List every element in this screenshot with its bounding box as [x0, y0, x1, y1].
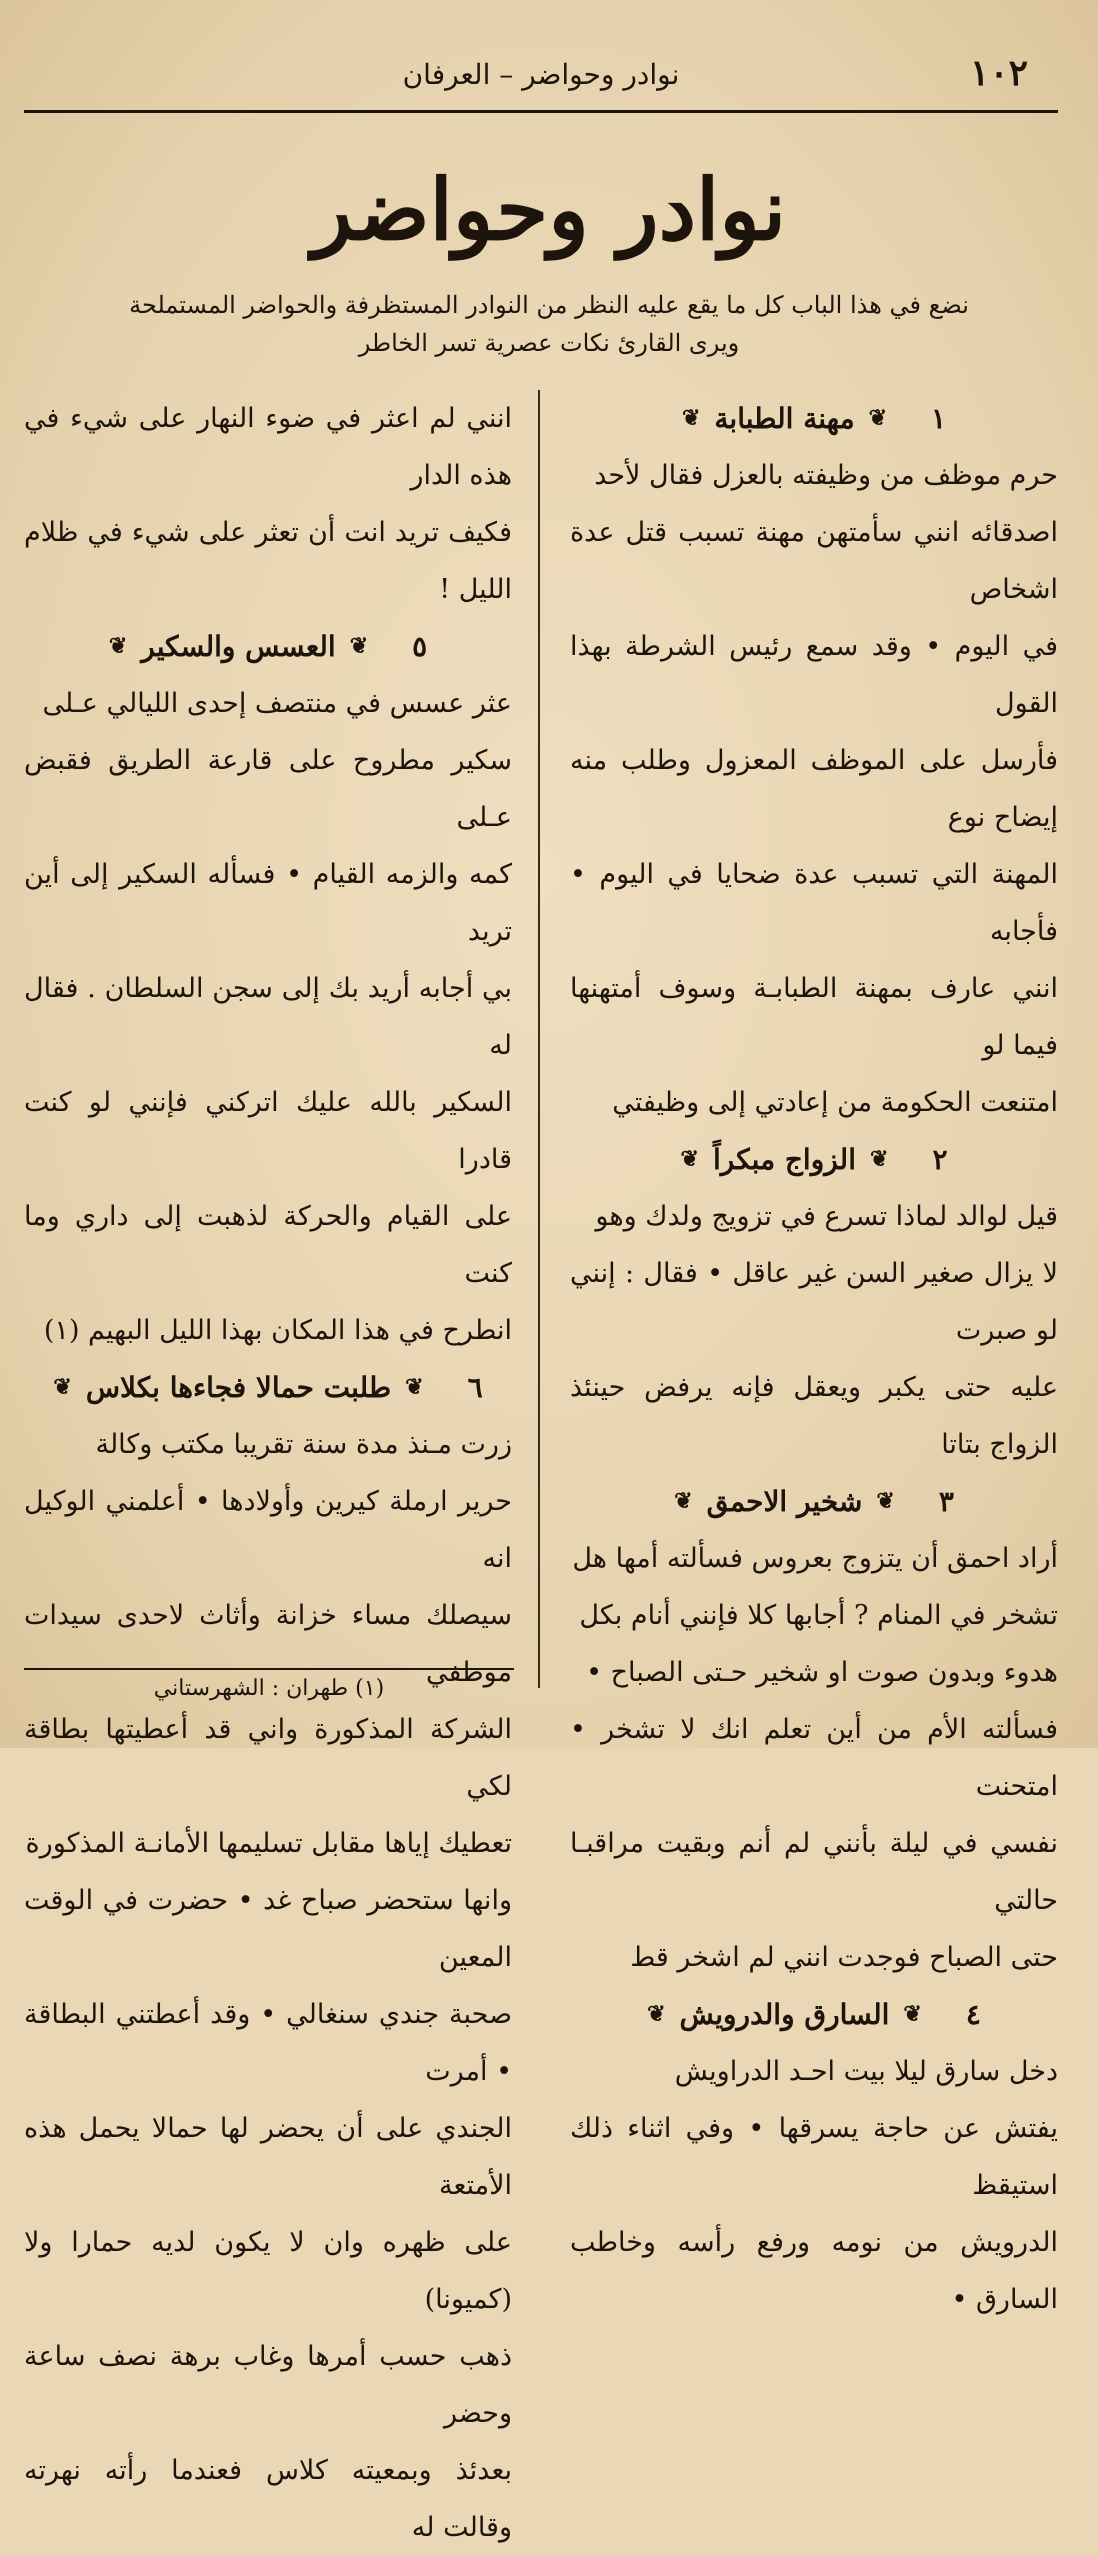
article-columns — [24, 390, 1058, 2543]
text-line: ذهب حسب أمرها وغاب برهة نصف ساعة وحضر — [24, 2341, 512, 2429]
text-line: في اليوم • وقد سمع رئيس الشرطة بهذا القول — [570, 631, 1058, 719]
section-heading — [570, 1131, 1058, 1188]
text-line: الدرويش من نومه ورفع رأسه وخاطب السارق • — [570, 2227, 1058, 2315]
text-line: أراد احمق أن يتزوج بعروس فسألته أمها هل — [572, 1543, 1058, 1574]
section-heading-title: شخير الاحمق — [706, 1485, 863, 1518]
section-heading — [570, 390, 1058, 447]
section-number: ٢ — [932, 1143, 948, 1176]
ornament-icon: ❦ — [53, 1374, 72, 1400]
text-line: صحبة جندي سنغالي • وقد أعطتني البطاقة • أمرت — [24, 1999, 512, 2087]
ornament-icon: ❦ — [349, 633, 369, 659]
header-rule — [24, 110, 1058, 113]
text-line: قيل لوالد لماذا تسرع في تزويج ولدك وهو — [595, 1201, 1058, 1232]
text-line: كمه والزمه القيام • فسأله السكير إلى أين تريد — [24, 859, 512, 947]
section-number: ١ — [931, 402, 947, 435]
column-divider — [538, 390, 540, 1688]
section-heading-title: مهنة الطبابة — [714, 402, 855, 435]
text-line: يفتش عن حاجة يسرقها • وفي اثناء ذلك استيقظ — [570, 2113, 1058, 2201]
intro-line: نضع في هذا الباب كل ما يقع عليه النظر من النوادر المستظرفة والحواضر المستملحة — [129, 291, 969, 319]
text-line: انني عارف بمهنة الطبابـة وسوف أمتهنها فيما لو — [570, 973, 1058, 1061]
section-heading-title: طلبت حمالا فجاءها بكلاس — [85, 1371, 392, 1404]
section-number: ٥ — [412, 630, 428, 663]
footnote-rule — [24, 1668, 514, 1670]
text-line: فكيف تريد انت أن تعثر على شيء في ظلام الليل ! — [24, 517, 512, 605]
section-heading-title: الزواج مبكراً — [712, 1143, 856, 1176]
ornament-icon: ❦ — [681, 405, 701, 431]
text-line: السكير بالله عليك اتركني فإنني لو كنت قادرا — [24, 1087, 512, 1175]
text-line: فأرسل على الموظف المعزول وطلب منه إيضاح نوع — [570, 745, 1058, 833]
text-line: فسألته الأم من أين تعلم انك لا تشخر • امتحنت — [570, 1714, 1058, 1802]
ornament-icon: ❦ — [876, 1488, 895, 1514]
text-line: عليه حتى يكبر ويعقل فإنه يرفض حينئذ الزواج بتاتا — [570, 1372, 1058, 1460]
text-line: تشخر في المنام ? أجابها كلا فإنني أنام بكل — [579, 1600, 1058, 1631]
ornament-icon: ❦ — [647, 2001, 666, 2027]
text-line: امتنعت الحكومة من إعادتي إلى وظيفتي — [612, 1087, 1058, 1118]
text-line: على ظهره وان لا يكون لديه حمارا ولا (كميونا) — [24, 2227, 512, 2315]
section-number: ٣ — [938, 1485, 954, 1518]
ornament-icon: ❦ — [405, 1374, 424, 1400]
text-line: الجندي على أن يحضر لها حمالا يحمل هذه الأمتعة — [24, 2113, 512, 2201]
text-line: حتى الصباح فوجدت انني لم اشخر قط — [630, 1942, 1058, 1973]
running-title: نوادر وحواضر – العرفان — [402, 58, 680, 91]
text-line: انطرح في هذا المكان بهذا الليل البهيم (١) — [43, 1315, 512, 1346]
text-line: الشركة المذكورة واني قد أعطيتها بطاقة لكي — [24, 1714, 512, 1802]
ornament-icon: ❦ — [680, 1146, 699, 1172]
section-title: نوادر وحواضر — [311, 160, 787, 259]
text-line: لا يزال صغير السن غير عاقل • فقال : إنني لو صبرت — [570, 1258, 1058, 1346]
text-line: سيصلك مساء خزانة وأثاث لاحدى سيدات موظفي — [24, 1600, 512, 1688]
text-line: بي أجابه أريد بك إلى سجن السلطان . فقال له — [24, 973, 512, 1061]
text-line: حرم موظف من وظيفته بالعزل فقال لأحد — [594, 460, 1058, 491]
text-line: المهنة التي تسبب عدة ضحايا في اليوم • فأجابه — [570, 859, 1058, 947]
text-line: انني لم اعثر في ضوء النهار على شيء في هذه الدار — [24, 403, 512, 491]
ornament-icon: ❦ — [870, 1146, 889, 1172]
text-line: بعدئذ وبمعيته كلاس فعندما رأته نهرته وقالت له — [24, 2455, 512, 2543]
text-line: اصدقائه انني سأمتهن مهنة تسبب قتل عدة اشخاص — [570, 517, 1058, 605]
running-header — [24, 52, 1058, 98]
text-line: نفسي في ليلة بأنني لم أنم وبقيت مراقبـا حالتي — [570, 1828, 1058, 1916]
text-line: هدوء وبدون صوت او شخير حـتى الصباح • — [586, 1657, 1058, 1688]
section-heading-title: العسس والسكير — [141, 630, 336, 663]
intro-text — [80, 286, 1018, 362]
text-line: وانها ستحضر صباح غد • حضرت في الوقت المعين — [24, 1885, 512, 1973]
ornament-icon: ❦ — [868, 405, 888, 431]
right-column — [570, 390, 1058, 2328]
text-line: سكير مطروح على قارعة الطريق فقبض عـلى — [24, 745, 512, 833]
section-heading — [24, 1359, 512, 1416]
page-number: ١٠٢ — [969, 52, 1028, 94]
section-heading — [570, 1986, 1058, 2043]
text-line: زرت مـنذ مدة سنة تقريبا مكتب وكالة — [95, 1429, 512, 1460]
intro-line: ويرى القارئ نكات عصرية تسر الخاطر — [358, 329, 740, 357]
text-line: عثر عسس في منتصف إحدى الليالي عـلى — [42, 688, 512, 719]
text-line: دخل سارق ليلا بيت احـد الدراويش — [674, 2056, 1058, 2087]
ornament-icon: ❦ — [674, 1488, 693, 1514]
text-line: على القيام والحركة لذهبت إلى داري وما كنت — [24, 1201, 512, 1289]
text-line: حرير ارملة كيرين وأولادها • أعلمني الوكيل انه — [24, 1486, 512, 1574]
left-column — [24, 390, 512, 2556]
section-number: ٤ — [965, 1998, 981, 2031]
footnote: (١) طهران : الشهرستاني — [153, 1676, 385, 1701]
ornament-icon: ❦ — [108, 633, 128, 659]
section-heading — [570, 1473, 1058, 1530]
ornament-icon: ❦ — [903, 2001, 922, 2027]
section-number: ٦ — [467, 1371, 483, 1404]
section-heading — [24, 618, 512, 675]
text-line: تعطيك إياها مقابل تسليمها الأمانـة المذكورة — [25, 1828, 512, 1859]
section-heading-title: السارق والدرويش — [679, 1998, 890, 2031]
